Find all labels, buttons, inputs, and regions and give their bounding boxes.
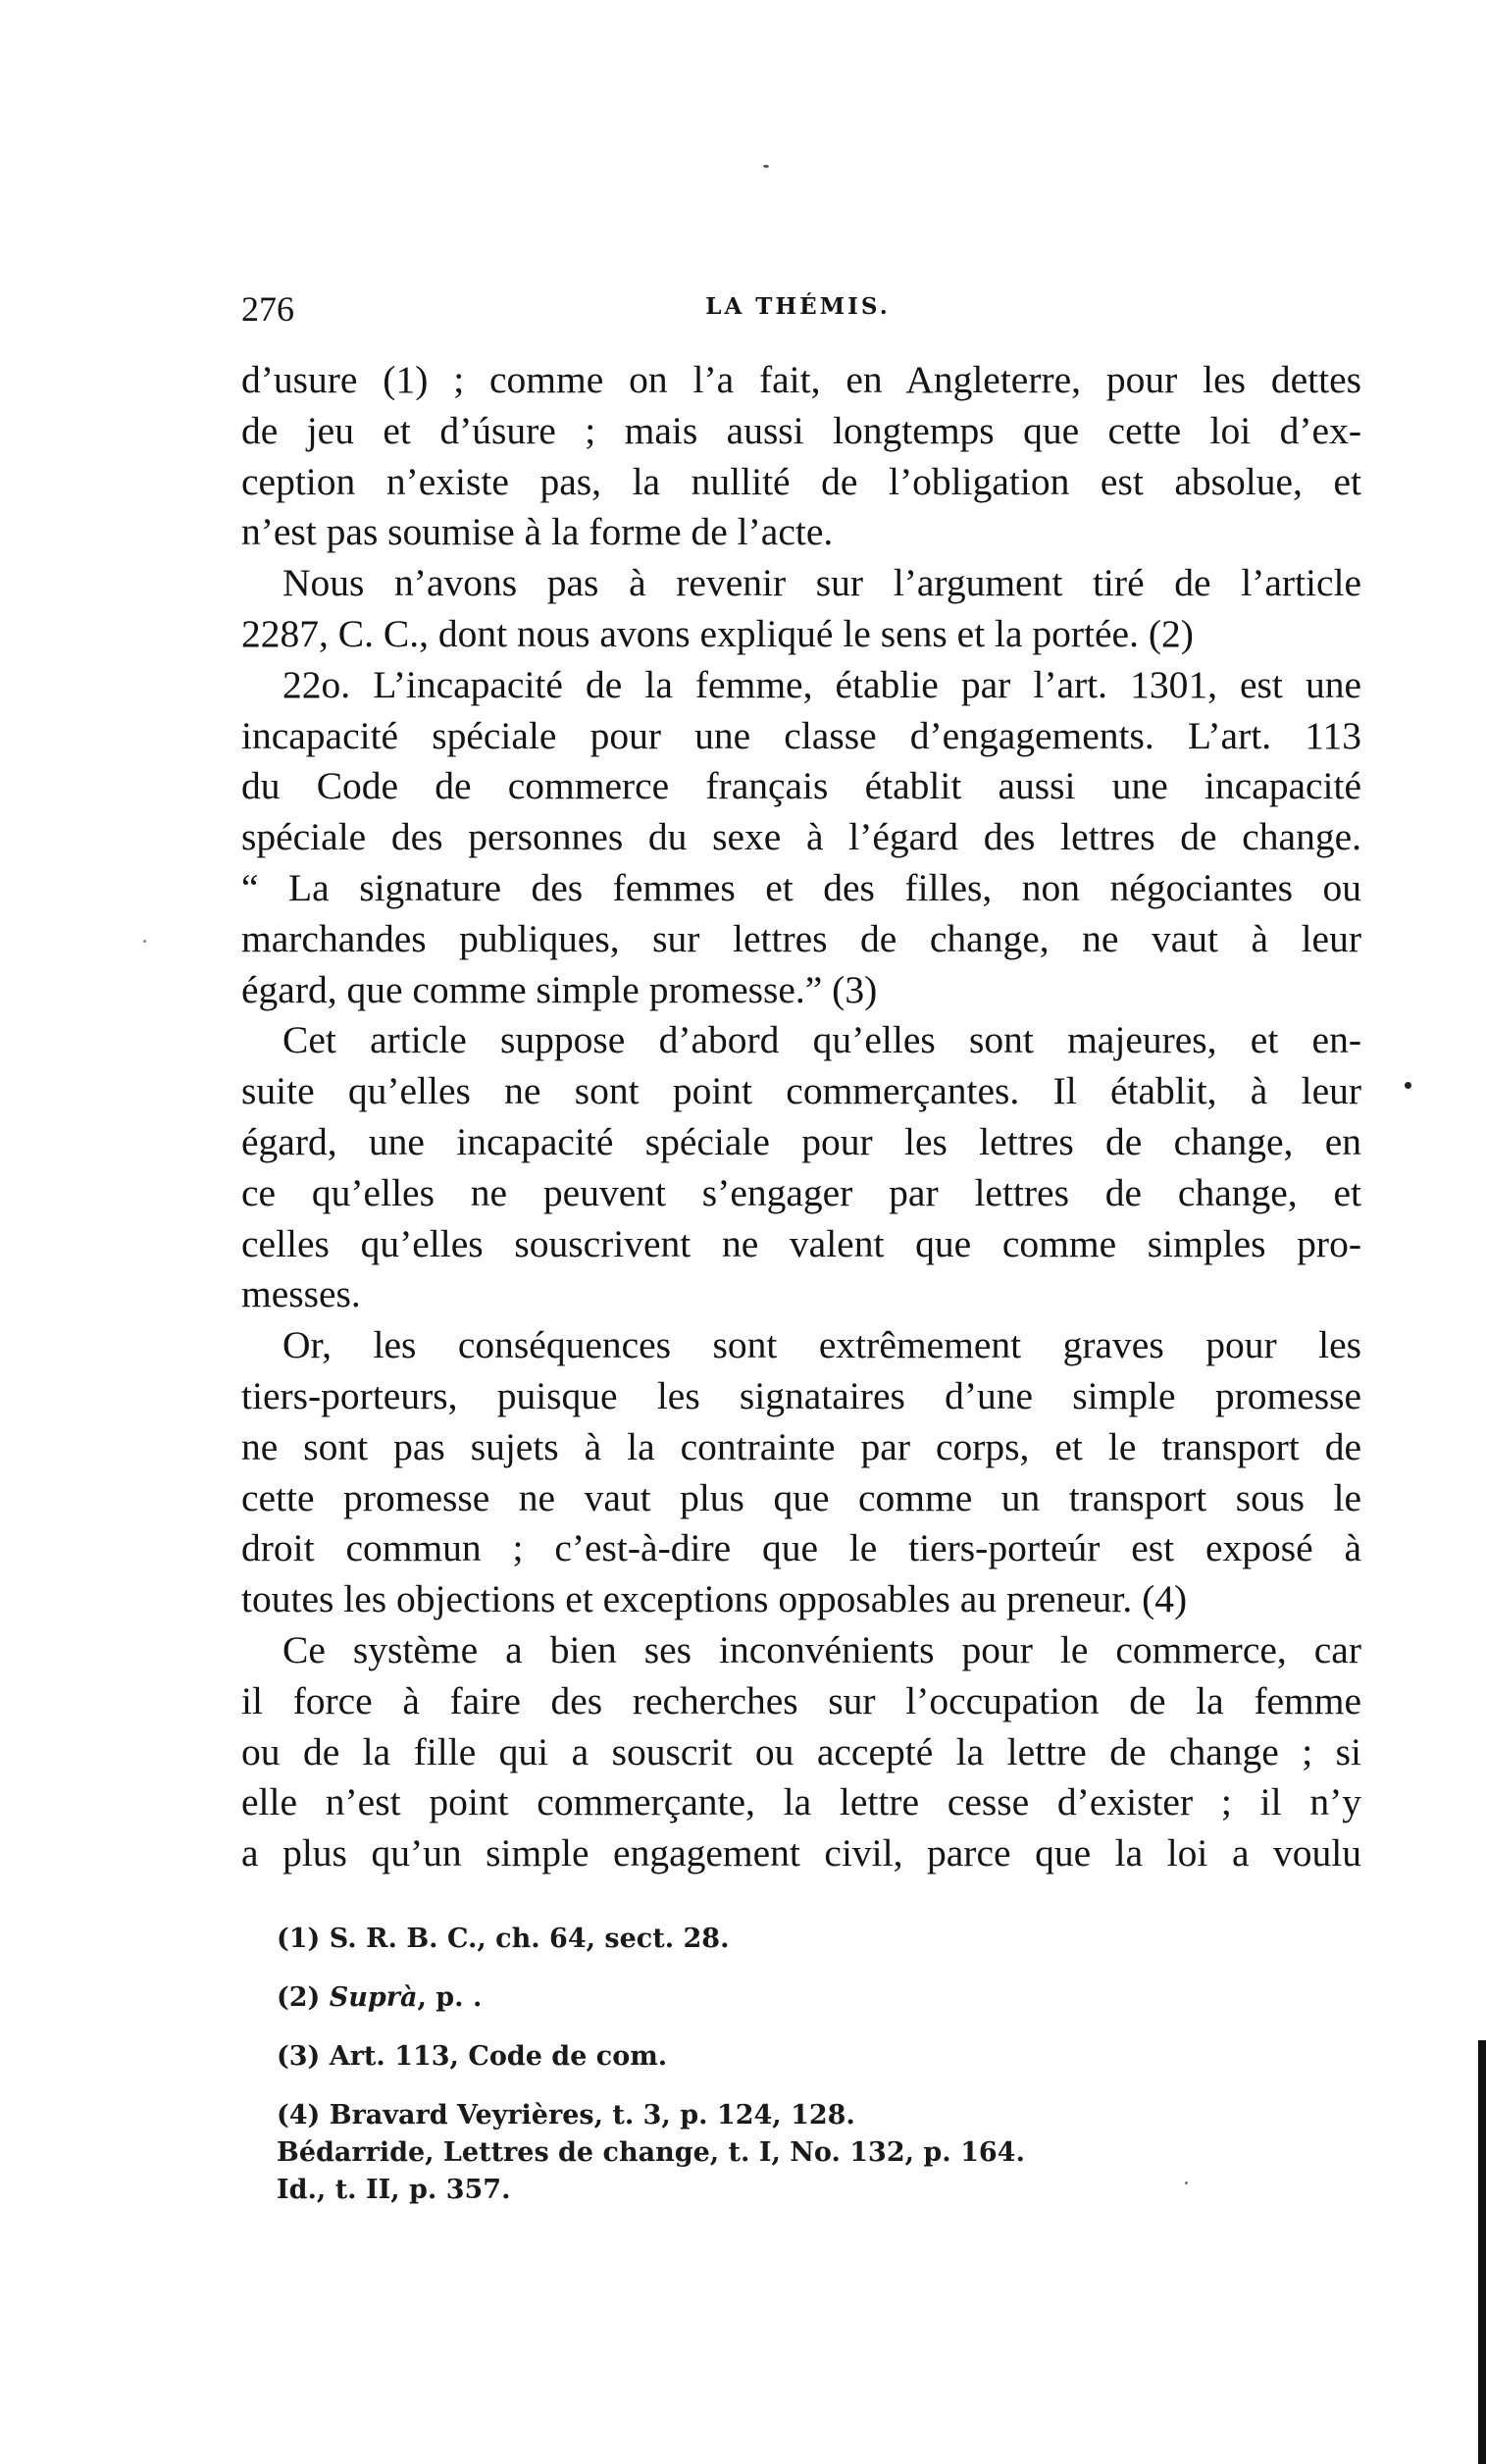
text-line: il force à faire des recherches sur l’occupation de la femme xyxy=(241,1678,1361,1722)
footnote-text: Bédarride, Lettres de change, t. I, No. 132, p. 164. xyxy=(277,2137,1025,2168)
footnote-text: Bravard Veyrières, t. 3, p. 124, 128. xyxy=(329,2100,855,2130)
text-line: Cet article suppose d’abord qu’elles sont majeures, et en- xyxy=(282,1018,1361,1062)
footnote-marker: (4) xyxy=(277,2100,321,2130)
scan-edge-mark xyxy=(1478,2040,1486,2464)
text-line: elle n’est point commerçante, la lettre cesse d’exister ; il n’y xyxy=(241,1780,1361,1824)
text-line: 2287, C. C., dont nous avons expliqué le sens et la portée. (2) xyxy=(241,611,1194,655)
footnote-text: S. R. B. C., ch. 64, sect. 28. xyxy=(329,1924,730,1954)
footnote xyxy=(277,1921,1257,1958)
text-line: droit commun ; c’est-à-dire que le tiers-porteúr est exposé à xyxy=(241,1526,1361,1570)
scan-speck xyxy=(763,165,769,168)
text-line: Ce système a bien ses inconvénients pour le commerce, car xyxy=(282,1627,1361,1671)
text-line: 22o. L’incapacité de la femme, établie par l’art. 1301, est une xyxy=(282,662,1361,706)
text-line: Or, les conséquences sont extrêmement graves pour les xyxy=(282,1323,1361,1367)
text-line: ce qu’elles ne peuvent s’engager par lettres de change, et xyxy=(241,1170,1361,1214)
text-line: toutes les objections et exceptions opposables au preneur. (4) xyxy=(241,1577,1188,1621)
text-line: celles qu’elles souscrivent ne valent que comme simples pro- xyxy=(241,1221,1361,1265)
text-line: a plus qu’un simple engagement civil, parce que la loi a voulu xyxy=(241,1831,1361,1875)
footnote-italic-ref: Suprà xyxy=(329,1982,418,2013)
text-line: messes. xyxy=(241,1272,361,1316)
text-line: “ La signature des femmes et des filles, non négociantes ou xyxy=(241,865,1361,909)
text-line: du Code de commerce français établit aussi une incapacité xyxy=(241,764,1361,808)
text-line: ou de la fille qui a souscrit ou accepté la lettre de change ; si xyxy=(241,1729,1361,1773)
page-header xyxy=(241,289,1369,338)
footnote xyxy=(277,1979,1257,2017)
footnote-marker: (1) xyxy=(277,1924,321,1954)
text-line: marchandes publiques, sur lettres de change, ne vaut à leur xyxy=(241,916,1361,960)
text-line: suite qu’elles ne sont point commerçantes. Il établit, à leur xyxy=(241,1069,1361,1113)
footnote xyxy=(277,2134,1257,2172)
running-title: LA THÉMIS. xyxy=(705,293,891,320)
footnote xyxy=(277,2097,1257,2134)
text-line: de jeu et d’úsure ; mais aussi longtemps que cette loi d’ex- xyxy=(241,408,1361,452)
body-text xyxy=(241,355,1361,1879)
footnote-marker: (2) xyxy=(277,1982,321,2013)
text-line: spéciale des personnes du sexe à l’égard des lettres de change. xyxy=(241,815,1361,859)
text-line: incapacité spéciale pour une classe d’engagements. L’art. 113 xyxy=(241,713,1361,757)
text-line: tiers-porteurs, puisque les signataires d’une simple promesse xyxy=(241,1373,1361,1417)
page-number: 276 xyxy=(241,289,294,329)
text-line: ception n’existe pas, la nullité de l’obligation est absolue, et xyxy=(241,459,1361,503)
footnote-text: Art. 113, Code de com. xyxy=(329,2041,668,2072)
footnote xyxy=(277,2038,1257,2076)
footnotes xyxy=(277,1921,1257,2209)
text-line: d’usure (1) ; comme on l’a fait, en Angleterre, pour les dettes xyxy=(241,358,1361,401)
text-line: Nous n’avons pas à revenir sur l’argument tiré de l’article xyxy=(282,561,1361,605)
text-line: égard, que comme simple promesse.” (3) xyxy=(241,967,878,1011)
scan-speck xyxy=(1185,2182,1188,2184)
text-line: cette promesse ne vaut plus que comme un transport sous le xyxy=(241,1475,1361,1519)
text-line: égard, une incapacité spéciale pour les lettres de change, en xyxy=(241,1119,1361,1163)
text-line: ne sont pas sujets à la contrainte par corps, et le transport de xyxy=(241,1424,1361,1468)
footnote-text: Id., t. II, p. 357. xyxy=(277,2175,511,2205)
text-line: n’est pas soumise à la forme de l’acte. xyxy=(241,510,834,554)
footnote-text: , p. . xyxy=(417,1982,483,2013)
scan-speck xyxy=(143,940,146,943)
scan-speck xyxy=(1405,1082,1411,1089)
footnote xyxy=(277,2172,1257,2209)
footnote-marker: (3) xyxy=(277,2041,321,2072)
